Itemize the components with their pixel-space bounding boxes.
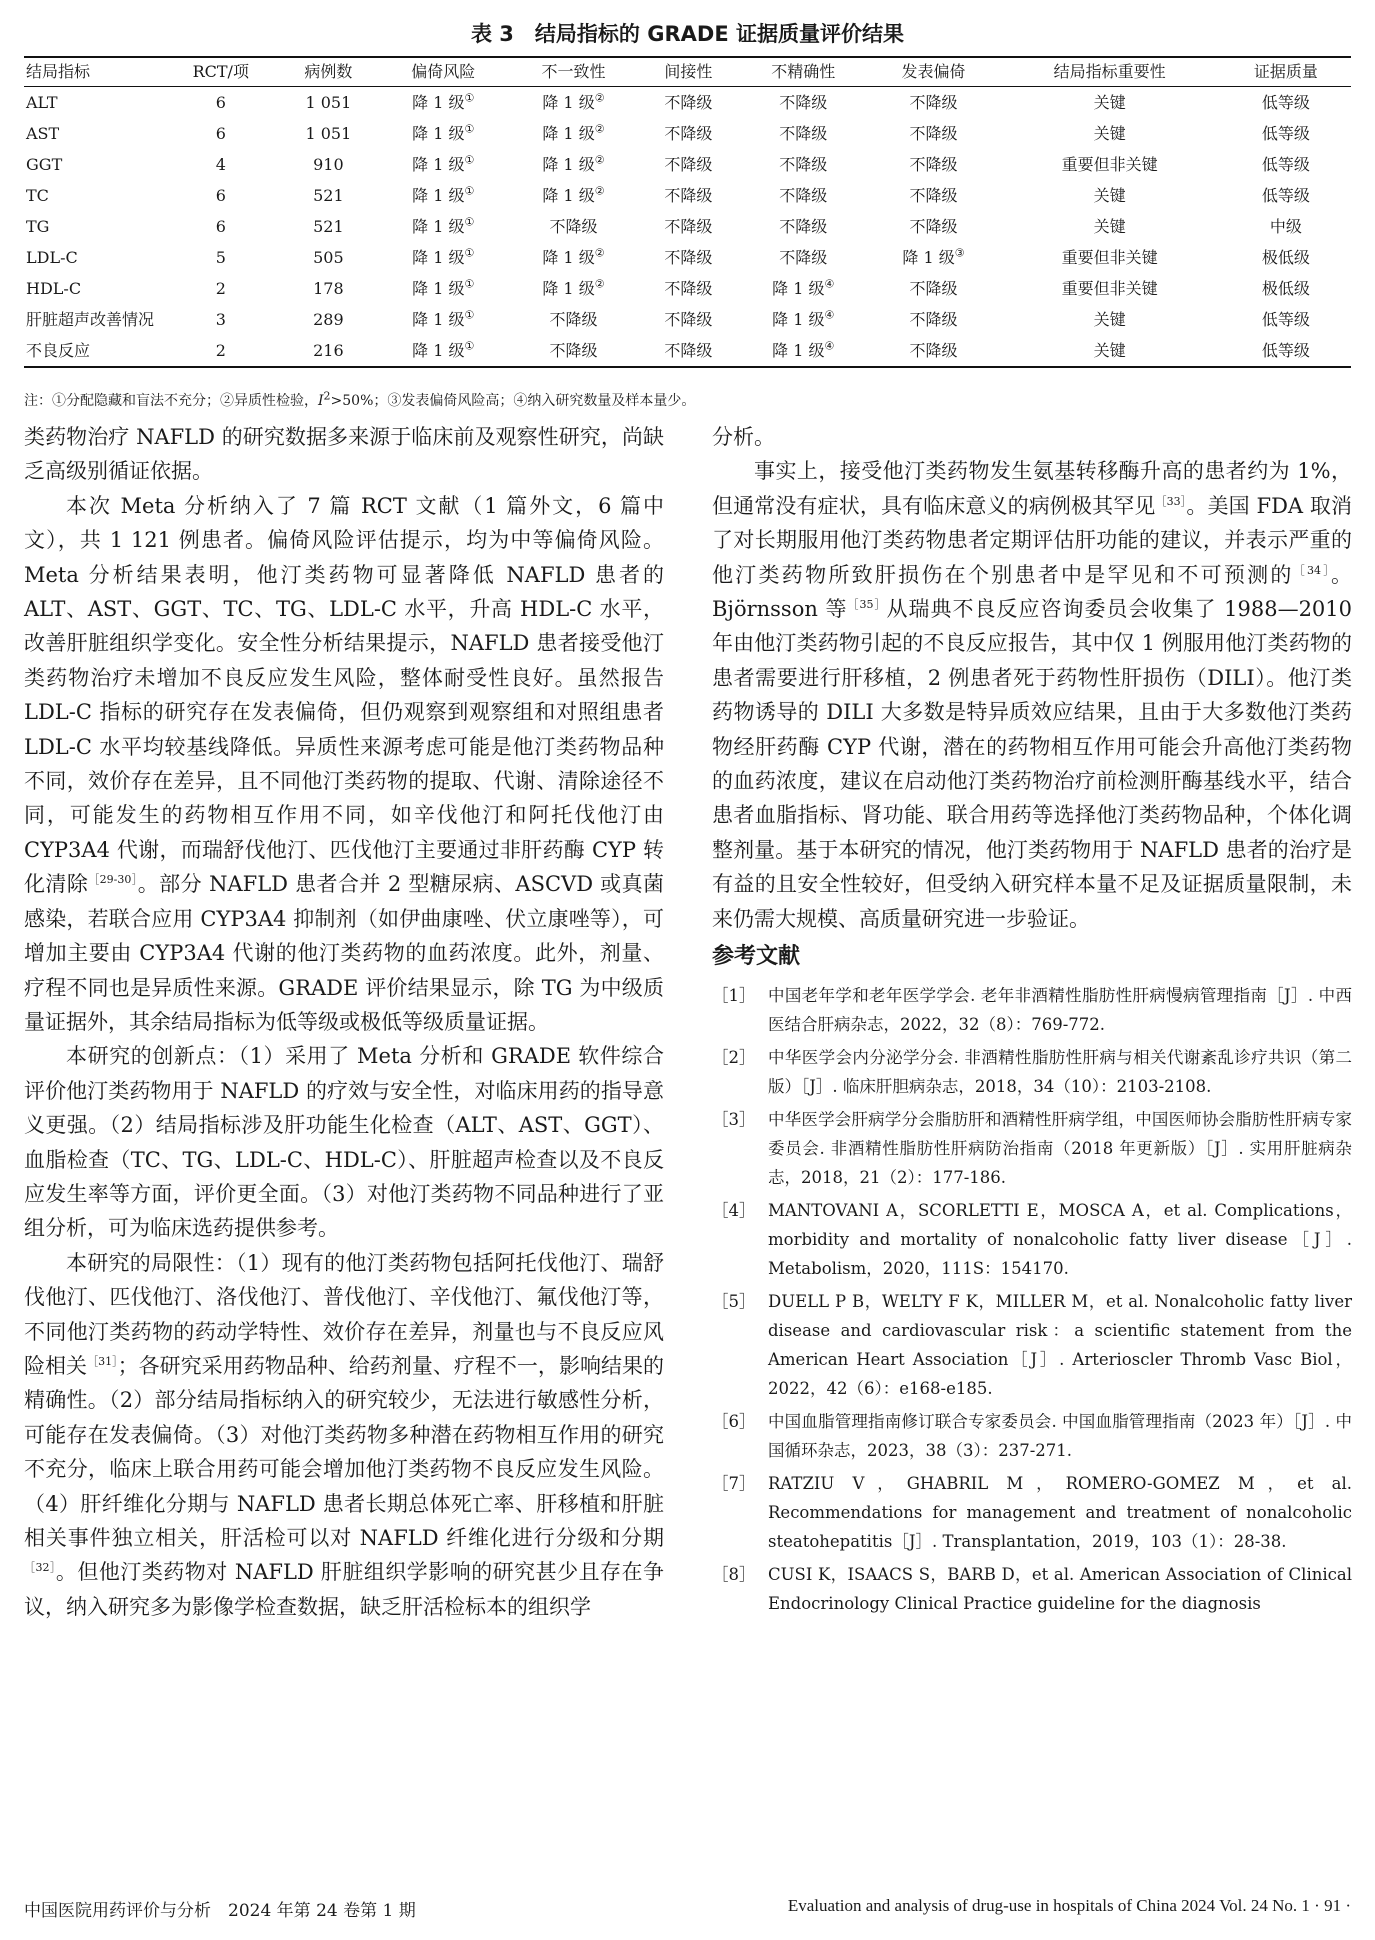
table-cell-text: 521 [313, 216, 344, 236]
table-cell-text: 3 [215, 309, 226, 329]
table-cell [639, 118, 739, 149]
reference-item [712, 1196, 1352, 1283]
references-heading: 参考文献 [712, 944, 801, 970]
table-cell [378, 211, 508, 242]
table-cell-text: 不降级 [909, 309, 958, 329]
footnote-marker: ② [594, 184, 605, 198]
footer-journal: 中国医院用药评价与分析 2024 年第 24 卷第 1 期 [24, 1901, 416, 1921]
table-cell [24, 87, 163, 119]
table-cell-text: 5 [215, 247, 226, 267]
table-cell [999, 118, 1221, 149]
left-column [24, 420, 664, 1624]
reference-text: CUSI K，ISAACS S，BARB D，et al. American Association of Clinical Endocrinology Clinical Practice guideline for the diagnosis [768, 1564, 1352, 1613]
table-cell [868, 304, 998, 335]
body-paragraph [24, 1246, 664, 1624]
table-cell-text: 不降级 [779, 185, 828, 205]
footnote-marker: ② [594, 277, 605, 291]
footnote-marker: ① [464, 215, 475, 229]
table-header-row [24, 57, 1351, 87]
table-cell-text: 不降级 [664, 185, 713, 205]
reference-item [712, 1469, 1352, 1556]
table-cell [738, 180, 868, 211]
table-cell [163, 87, 279, 119]
table-cell [378, 273, 508, 304]
table-row [24, 273, 1351, 304]
table-row [24, 242, 1351, 273]
paragraph-text: 事实上，接受他汀类药物发生氨基转移酶升高的患者约为 1%，但通常没有症状，具有临床意义的病例极其罕见 [712, 459, 1352, 518]
table-cell [163, 242, 279, 273]
table-cell [868, 211, 998, 242]
table-cell [279, 180, 379, 211]
table-cell [24, 149, 163, 180]
table-cell [378, 87, 508, 119]
table-header-cell: 证据质量 [1221, 57, 1351, 87]
reference-text: MANTOVANI A，SCORLETTI E，MOSCA A，et al. Complications，morbidity and mortality of nonalcoholic fatty liver disease［J］. Metabolism，2020，111S：154170. [768, 1200, 1352, 1278]
table-cell [1221, 149, 1351, 180]
table-cell [999, 273, 1221, 304]
footnote-marker: ④ [824, 339, 835, 353]
table-cell-text: 6 [215, 216, 226, 236]
table-cell-text: 降 1 级 [412, 154, 465, 174]
table-cell-text: 不降级 [664, 216, 713, 236]
table-cell [378, 118, 508, 149]
footnote-marker: ② [594, 122, 605, 136]
table-cell [24, 273, 163, 304]
table-cell [639, 211, 739, 242]
body-paragraph [24, 489, 664, 1040]
table-cell [999, 87, 1221, 119]
table-cell [738, 242, 868, 273]
table-cell [868, 180, 998, 211]
reference-text: RATZIU V，GHABRIL M，ROMERO-GOMEZ M，et al. Recommendations for management and treatment of nonalcoholic steatohepatitis［J］. Transplantation，2019，103（1）：28-38. [768, 1473, 1352, 1551]
right-paragraphs [712, 420, 1352, 936]
table-cell [508, 304, 638, 335]
table-cell-text: GGT [26, 154, 63, 174]
table-cell-text: 降 1 级 [772, 340, 825, 360]
table-cell [279, 273, 379, 304]
table-cell [508, 335, 638, 367]
table-cell-text: 不降级 [549, 309, 598, 329]
table-cell-text: 不降级 [909, 278, 958, 298]
table-cell [279, 335, 379, 367]
table-cell-text: 中级 [1269, 216, 1302, 236]
paragraph-text: 本研究的局限性：（1）现有的他汀类药物包括阿托伐他汀、瑞舒伐他汀、匹伐他汀、洛伐他汀、普伐他汀、辛伐他汀、氟伐他汀等，不同他汀类药物的药动学特性、效价存在差异，剂量也与不良反应风险相关 [24, 1250, 664, 1378]
table-cell [508, 273, 638, 304]
reference-item [712, 1407, 1352, 1465]
reference-item [712, 1287, 1352, 1403]
reference-text: 中华医学会内分泌学分会. 非酒精性脂肪性肝病与相关代谢紊乱诊疗共识（第二版）［J］. 临床肝胆病杂志，2018，34（10）：2103-2108. [768, 1047, 1352, 1096]
reference-number: ［6］ [712, 1411, 756, 1431]
table-cell [508, 242, 638, 273]
table-header-cell: 结局指标 [24, 57, 163, 87]
table-cell [999, 242, 1221, 273]
paragraph-text: ；各研究采用药物品种、给药剂量、疗程不一，影响结果的精确性。（2）部分结局指标纳入的研究较少，无法进行敏感性分析，可能存在发表偏倚。（3）对他汀类药物多种潜在药物相互作用的研究不充分，临床上联合用药可能会增加他汀类药物不良反应发生风险。（4）肝纤维化分期与 NAFLD 患者长期总体死亡率、肝移植和肝脏相关事件独立相关，肝活检可以对 NAFLD 纤维化进行分级和分期 [24, 1353, 665, 1550]
table-note-text: 注：①分配隐藏和盲法不充分；②异质性检验， [24, 393, 318, 409]
table-note-sup: 2 [323, 389, 331, 403]
table-cell [279, 242, 379, 273]
table-cell-text: 178 [313, 278, 344, 298]
table-cell-text: 不降级 [779, 92, 828, 112]
footnote-marker: ① [464, 308, 475, 322]
table-cell-text: 降 1 级 [412, 123, 465, 143]
table-cell [24, 242, 163, 273]
right-column [712, 420, 1352, 1622]
table-cell-text: LDL-C [26, 247, 78, 267]
table-cell [868, 118, 998, 149]
table-header-cell: RCT/项 [163, 57, 279, 87]
footnote-marker: ② [594, 153, 605, 167]
table-cell-text: 降 1 级 [542, 247, 595, 267]
table-cell-text: 不降级 [549, 340, 598, 360]
paragraph-text: 本研究的创新点：（1）采用了 Meta 分析和 GRADE 软件综合评价他汀类药物用于 NAFLD 的疗效与安全性，对临床用药的指导意义更强。（2）结局指标涉及肝功能生化检查（ALT、AST、GGT）、血脂检查（TC、TG、LDL-C、HDL-C）、肝脏超声检查以及不良反应发生率等方面，评价更全面。（3）对他汀类药物不同品种进行了亚组分析，可为临床选药提供参考。 [24, 1044, 664, 1241]
table-cell-text: 不降级 [664, 278, 713, 298]
table-cell [24, 335, 163, 367]
table-cell-text: 低等级 [1261, 92, 1310, 112]
reference-number: ［8］ [712, 1564, 756, 1584]
footnote-marker: ① [464, 184, 475, 198]
table-note [24, 390, 695, 410]
body-paragraph [712, 454, 1352, 936]
table-cell-text: 极低级 [1261, 247, 1310, 267]
citation-ref: ［34］ [1293, 563, 1332, 577]
body-paragraph [24, 420, 664, 489]
table-cell [163, 118, 279, 149]
table-cell [508, 118, 638, 149]
table-cell-text: 关键 [1093, 216, 1126, 236]
table-header-cell: 间接性 [639, 57, 739, 87]
table-cell [868, 335, 998, 367]
table-cell [279, 118, 379, 149]
table-note-i: I [318, 393, 324, 409]
table-cell-text: TC [26, 185, 49, 205]
table-cell [999, 180, 1221, 211]
table-cell [378, 149, 508, 180]
table-cell-text: 910 [313, 154, 344, 174]
citation-ref: ［32］ [24, 1561, 56, 1575]
table-cell-text: 重要但非关键 [1061, 278, 1158, 298]
table-cell-text: ALT [26, 92, 58, 112]
citation-ref: ［29-30］ [88, 873, 138, 887]
table-cell [738, 87, 868, 119]
reference-number: ［3］ [712, 1109, 756, 1129]
table-cell [163, 180, 279, 211]
table-cell-text: 降 1 级 [772, 309, 825, 329]
table-cell [279, 304, 379, 335]
footnote-marker: ① [464, 277, 475, 291]
table-cell [639, 273, 739, 304]
table-cell-text: 降 1 级 [542, 278, 595, 298]
citation-ref: ［33］ [1155, 494, 1187, 508]
footnote-marker: ① [464, 122, 475, 136]
table-cell [1221, 304, 1351, 335]
table-cell-text: 肝脏超声改善情况 [26, 309, 155, 329]
table-cell [868, 242, 998, 273]
reference-number: ［2］ [712, 1047, 756, 1067]
table-cell [1221, 180, 1351, 211]
table-header-cell: 偏倚风险 [378, 57, 508, 87]
table-cell-text: 不降级 [909, 123, 958, 143]
table-cell-text: 降 1 级 [412, 340, 465, 360]
table-cell-text: 低等级 [1261, 123, 1310, 143]
table-cell [639, 149, 739, 180]
body-paragraph [712, 420, 1352, 454]
paragraph-text: 。部分 NAFLD 患者合并 2 型糖尿病、ASCVD 或真菌感染，若联合应用 CYP3A4 抑制剂（如伊曲康唑、伏立康唑等），可增加主要由 CYP3A4 代谢的他汀类药物的血药浓度。此外，剂量、疗程不同也是异质性来源。GRADE 评价结果显示，除 TG 为中级质量证据外，其余结局指标为低等级或极低等级质量证据。 [24, 872, 664, 1034]
table-cell [163, 273, 279, 304]
table-cell-text: 降 1 级 [902, 247, 955, 267]
table-cell [378, 242, 508, 273]
table-cell-text: 重要但非关键 [1061, 247, 1158, 267]
table-cell-text: 不降级 [664, 123, 713, 143]
footnote-marker: ① [464, 153, 475, 167]
table-cell-text: 低等级 [1261, 154, 1310, 174]
footnote-marker: ① [464, 339, 475, 353]
table-cell-text: 降 1 级 [412, 247, 465, 267]
reference-number: ［1］ [712, 985, 756, 1005]
table-cell-text: 6 [215, 92, 226, 112]
table-header-cell: 病例数 [279, 57, 379, 87]
table-cell-text: 关键 [1093, 309, 1126, 329]
table-cell [999, 304, 1221, 335]
footnote-marker: ④ [824, 308, 835, 322]
table-cell [508, 180, 638, 211]
table-cell-text: 不降级 [779, 216, 828, 236]
table-row [24, 118, 1351, 149]
table-cell-text: 关键 [1093, 340, 1126, 360]
citation-ref: ［35］ [847, 598, 887, 612]
table-cell [738, 304, 868, 335]
table-cell-text: 降 1 级 [772, 278, 825, 298]
table-cell [163, 149, 279, 180]
footnote-marker: ① [464, 91, 475, 105]
table-row [24, 335, 1351, 367]
footnote-marker: ② [594, 91, 605, 105]
table-cell-text: 低等级 [1261, 185, 1310, 205]
reference-item [712, 1560, 1352, 1618]
table-header-cell: 不一致性 [508, 57, 638, 87]
table-note-text: >50%；③发表偏倚风险高；④纳入研究数量及样本量少。 [330, 393, 696, 409]
footnote-marker: ② [594, 246, 605, 260]
table-cell-text: 1 051 [305, 92, 352, 112]
table-cell-text: 不降级 [909, 216, 958, 236]
reference-number: ［4］ [712, 1200, 756, 1220]
table-cell-text: 不降级 [549, 216, 598, 236]
table-cell [508, 211, 638, 242]
reference-item [712, 1043, 1352, 1101]
table-cell [639, 87, 739, 119]
table-cell-text: 降 1 级 [412, 216, 465, 236]
table-cell-text: 不降级 [779, 154, 828, 174]
table-cell-text: 521 [313, 185, 344, 205]
table-cell [639, 180, 739, 211]
table-cell-text: 1 051 [305, 123, 352, 143]
table-cell-text: 降 1 级 [542, 123, 595, 143]
table-cell [639, 242, 739, 273]
table-cell [378, 180, 508, 211]
table-cell-text: 不降级 [664, 309, 713, 329]
table-cell-text: 降 1 级 [412, 92, 465, 112]
table-cell-text: 不降级 [664, 92, 713, 112]
reference-item [712, 981, 1352, 1039]
footnote-marker: ① [464, 246, 475, 260]
table-row [24, 180, 1351, 211]
table-cell-text: 2 [215, 340, 226, 360]
table-cell [378, 304, 508, 335]
table-cell [508, 149, 638, 180]
reference-item [712, 1105, 1352, 1192]
reference-text: DUELL P B，WELTY F K，MILLER M，et al. Nonalcoholic fatty liver disease and cardiovascular risk：a scientific statement from the American Heart Association［J］. Arterioscler Thromb Vasc Biol，2022，42（6）：e168-e185. [768, 1291, 1352, 1398]
table-cell [163, 304, 279, 335]
footer-journal-en: Evaluation and analysis of drug-use in hospitals of China 2024 Vol. 24 No. 1 · 91 · [787, 1896, 1351, 1915]
table-cell-text: HDL-C [26, 278, 82, 298]
paragraph-text: 类药物治疗 NAFLD 的研究数据多来源于临床前及观察性研究，尚缺乏高级别循证依据。 [24, 425, 664, 484]
table-cell [279, 87, 379, 119]
table-cell-text: 重要但非关键 [1061, 154, 1158, 174]
reference-list [712, 981, 1352, 1618]
table-cell [378, 335, 508, 367]
table-cell [868, 87, 998, 119]
table-cell-text: 不降级 [664, 154, 713, 174]
table-cell-text: 低等级 [1261, 340, 1310, 360]
table-cell [999, 211, 1221, 242]
table-body [24, 87, 1351, 368]
table-cell [24, 304, 163, 335]
reference-text: 中国老年学和老年医学学会. 老年非酒精性脂肪性肝病慢病管理指南［J］. 中西医结合肝病杂志，2022，32（8）：769-772. [768, 985, 1352, 1034]
reference-text: 中华医学会肝病学分会脂肪肝和酒精性肝病学组，中国医师协会脂肪性肝病专家委员会. 非酒精性脂肪性肝病防治指南（2018 年更新版）［J］. 实用肝脏病杂志，2018，21（2）：177-186. [768, 1109, 1352, 1187]
table-cell [1221, 273, 1351, 304]
table-cell [279, 149, 379, 180]
paragraph-text: 本次 Meta 分析纳入了 7 篇 RCT 文献（1 篇外文，6 篇中文），共 1 121 例患者。偏倚风险评估提示，均为中等偏倚风险。Meta 分析结果表明，他汀类药物可显著降低 NAFLD 患者的 ALT、AST、GGT、TC、TG、LDL-C 水平，升高 HDL-C 水平，改善肝脏组织学变化。安全性分析结果提示，NAFLD 患者接受他汀类药物治疗未增加不良反应发生风险，整体耐受性良好。虽然报告 LDL-C 指标的研究存在发表偏倚，但仍观察到观察组和对照组患者 LDL-C 水平均较基线降低。异质性来源考虑可能是他汀类药物品种不同，效价存在差异，且不同他汀类药物的提取、代谢、清除途径不同，可能发生的药物相互作用不同，如辛伐他汀和阿托伐他汀由 CYP3A4 代谢，而瑞舒伐他汀、匹伐他汀主要通过非肝药酶 CYP 转化清除 [24, 493, 664, 897]
table-cell-text: 降 1 级 [412, 309, 465, 329]
table-cell [999, 149, 1221, 180]
table-cell [163, 335, 279, 367]
table-cell-text: 低等级 [1261, 309, 1310, 329]
body-paragraph [24, 1039, 664, 1245]
table-cell [1221, 118, 1351, 149]
reference-number: ［5］ [712, 1291, 756, 1311]
table-cell [24, 211, 163, 242]
paragraph-text: 。美国 FDA 取消了对长期服用他汀类药物患者定期评估肝功能的建议，并表示严重的他汀类药物所致肝损伤在个别患者中是罕见和不可预测的 [712, 493, 1352, 587]
table-cell-text: AST [26, 123, 60, 143]
paragraph-text: 从瑞典不良反应咨询委员会收集了 1988—2010 年由他汀类药物引起的不良反应报告，其中仅 1 例服用他汀类药物的患者需要进行肝移植，2 例患者死于药物性肝损伤（DILI）。他汀类药物诱导的 DILI 大多数是特异质效应结果，且由于大多数他汀类药物经肝药酶 CYP 代谢，潜在的药物相互作用可能会升高他汀类药物的血药浓度，建议在启动他汀类药物治疗前检测肝酶基线水平，结合患者血脂指标、肾功能、联合用药等选择他汀类药物品种，个体化调整剂量。基于本研究的情况，他汀类药物用于 NAFLD 患者的治疗是有益的且安全性较好，但受纳入研究样本量不足及证据质量限制，未来仍需大规模、高质量研究进一步验证。 [712, 597, 1353, 931]
table-header-cell: 结局指标重要性 [999, 57, 1221, 87]
table-cell-text: 不降级 [909, 185, 958, 205]
footnote-marker: ③ [954, 246, 965, 260]
table-header-cell: 不精确性 [738, 57, 868, 87]
table-cell [999, 335, 1221, 367]
reference-text: 中国血脂管理指南修订联合专家委员会. 中国血脂管理指南（2023 年）［J］. 中国循环杂志，2023，38（3）：237-271. [768, 1411, 1352, 1460]
table-header-cell: 发表偏倚 [868, 57, 998, 87]
table-cell [24, 180, 163, 211]
table-cell [1221, 242, 1351, 273]
table-cell-text: 不降级 [664, 340, 713, 360]
table-cell [738, 118, 868, 149]
table-cell [163, 211, 279, 242]
table-cell-text: TG [26, 216, 50, 236]
reference-number: ［7］ [712, 1473, 756, 1493]
table-cell [868, 273, 998, 304]
table-cell-text: 不降级 [779, 123, 828, 143]
table-cell-text: 极低级 [1261, 278, 1310, 298]
table-cell [1221, 211, 1351, 242]
grade-table [24, 56, 1351, 368]
table-cell [1221, 335, 1351, 367]
table-cell-text: 降 1 级 [542, 185, 595, 205]
table-cell-text: 505 [313, 247, 344, 267]
table-row [24, 211, 1351, 242]
table-caption: 表 3 结局指标的 GRADE 证据质量评价结果 [471, 22, 904, 46]
table-cell-text: 关键 [1093, 92, 1126, 112]
footnote-marker: ④ [824, 277, 835, 291]
table-cell-text: 4 [215, 154, 226, 174]
table-cell [738, 335, 868, 367]
table-cell-text: 降 1 级 [542, 92, 595, 112]
table-cell-text: 降 1 级 [412, 185, 465, 205]
table-cell [279, 211, 379, 242]
table-row [24, 87, 1351, 119]
table-cell [738, 149, 868, 180]
table-cell-text: 不降级 [909, 92, 958, 112]
table-cell-text: 289 [313, 309, 344, 329]
paragraph-text: 分析。 [712, 425, 775, 449]
paragraph-text: 。Björnsson 等 [712, 562, 1353, 622]
table-cell-text: 不降级 [664, 247, 713, 267]
table-cell [24, 118, 163, 149]
table-cell-text: 降 1 级 [542, 154, 595, 174]
table-row [24, 149, 1351, 180]
table-cell-text: 关键 [1093, 123, 1126, 143]
table-cell [639, 304, 739, 335]
table-cell [738, 273, 868, 304]
citation-ref: ［31］ [87, 1354, 118, 1368]
table-cell-text: 6 [215, 185, 226, 205]
table-cell [1221, 87, 1351, 119]
table-cell-text: 6 [215, 123, 226, 143]
table-cell-text: 不降级 [779, 247, 828, 267]
table-cell-text: 关键 [1093, 185, 1126, 205]
table-cell [738, 211, 868, 242]
table-cell-text: 降 1 级 [412, 278, 465, 298]
table-cell-text: 不良反应 [26, 340, 91, 360]
table-cell [868, 149, 998, 180]
paragraph-text: 。但他汀类药物对 NAFLD 肝脏组织学影响的研究甚少且存在争议，纳入研究多为影像学检查数据，缺乏肝活检标本的组织学 [24, 1560, 664, 1619]
table-cell-text: 不降级 [909, 340, 958, 360]
table-cell-text: 216 [313, 340, 344, 360]
table-row [24, 304, 1351, 335]
table-cell [508, 87, 638, 119]
table-cell-text: 不降级 [909, 154, 958, 174]
table-cell-text: 2 [215, 278, 226, 298]
table-cell [639, 335, 739, 367]
